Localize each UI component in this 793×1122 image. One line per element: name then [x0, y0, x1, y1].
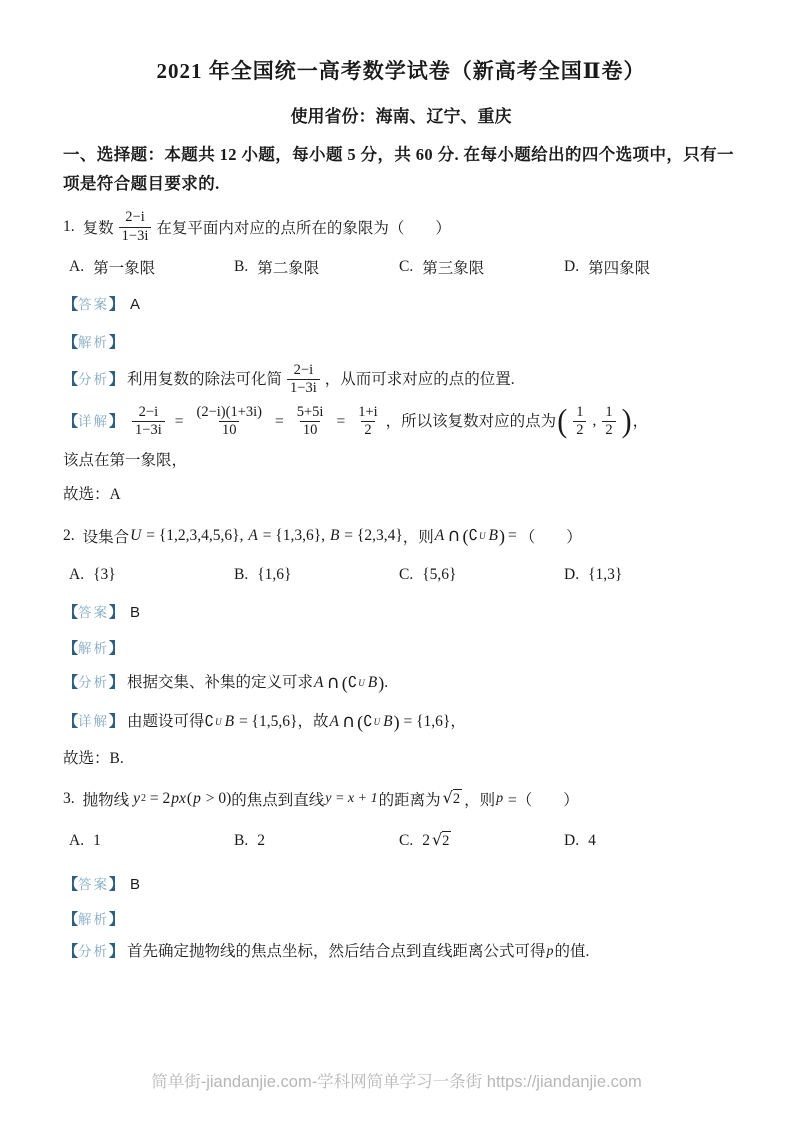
stem-text: = {2,3,4} — [340, 526, 403, 544]
label-text: 分析 — [78, 371, 110, 387]
analysis-text: 的值. — [554, 942, 590, 960]
option-text: {1,6} — [257, 565, 292, 583]
option-b — [234, 566, 399, 584]
math-var: B — [383, 712, 393, 730]
jiexi-line — [63, 909, 739, 931]
option-key: C. — [399, 831, 414, 849]
option-a — [69, 256, 234, 278]
document-content — [63, 58, 739, 963]
label-bracket: 【 — [63, 371, 79, 388]
label-bracket: 】 — [109, 640, 125, 657]
analysis-text: 根据交集、补集的定义可求 — [127, 673, 314, 691]
choose-line: 故选：B. — [63, 749, 124, 767]
option-d — [564, 566, 739, 584]
choose-line: 故选：A — [63, 485, 121, 503]
option-text: 2 — [422, 831, 430, 849]
exam-subtitle: 使用省份：海南、辽宁、重庆 — [290, 107, 512, 126]
stem-text: 抛物线 — [82, 791, 130, 809]
math-var: B — [329, 526, 340, 544]
option-d — [564, 256, 739, 278]
fraction-denominator: 1−3i — [119, 227, 152, 245]
intersection-icon: ∩ — [341, 710, 356, 732]
complement-subscript: U — [373, 716, 381, 727]
label-bracket: 】 — [109, 911, 125, 928]
option-text: 第四象限 — [588, 260, 651, 277]
math-fraction — [294, 404, 327, 440]
detail-text: ，所以该复数对应的点为 — [385, 412, 557, 430]
label-text: 详解 — [78, 413, 110, 429]
option-b — [234, 832, 399, 850]
equals-sign: = — [274, 412, 284, 430]
label-bracket: 】 — [109, 713, 125, 730]
fraction-denominator: 2 — [573, 421, 586, 439]
point-comma: , — [592, 411, 597, 429]
fraction-numerator: 1 — [605, 403, 613, 420]
sqrt-icon — [443, 789, 462, 808]
question-2-options — [69, 566, 739, 584]
stem-text: ，则 — [402, 528, 434, 546]
jiexi-line — [63, 332, 739, 354]
complement-subscript: U — [215, 716, 222, 727]
fraction-denominator: 2 — [361, 421, 374, 439]
equals-sign: = — [507, 526, 517, 544]
option-a — [69, 832, 234, 850]
complement-icon: ∁ — [468, 526, 478, 545]
fenxi-line — [63, 362, 739, 398]
fraction-denominator: 10 — [219, 421, 240, 439]
option-text: 2 — [257, 831, 265, 849]
paren-right: ) — [498, 525, 505, 546]
answer-letter: B — [130, 875, 141, 893]
math-text: ( — [186, 789, 193, 807]
option-key: A. — [69, 831, 85, 849]
xiangjie-label — [63, 411, 124, 433]
exam-title: 2021 年全国统一高考数学试卷（新高考全国Ⅱ卷） — [156, 59, 646, 83]
option-b — [234, 256, 399, 278]
fenxi-line — [63, 668, 739, 698]
option-key: A. — [69, 565, 85, 583]
answer-label — [63, 296, 124, 313]
equals-sign: = — [336, 412, 346, 430]
paren-right: ) — [393, 711, 400, 732]
label-bracket: 】 — [109, 371, 125, 388]
math-text: > 0) — [201, 789, 232, 807]
label-bracket: 】 — [109, 943, 125, 960]
math-var: B — [224, 712, 235, 730]
fraction-denominator: 2 — [602, 421, 615, 439]
math-text: = 2 — [146, 789, 171, 807]
math-var: A — [248, 526, 258, 544]
math-fraction — [355, 404, 380, 440]
analysis-text: ，从而可求对应的点的位置. — [324, 370, 515, 388]
label-text: 答案 — [78, 297, 110, 312]
answer-letter: A — [130, 296, 141, 313]
math-var: p — [546, 943, 554, 959]
radical-sign: √ — [431, 830, 443, 849]
answer-label — [63, 604, 124, 621]
label-bracket: 【 — [63, 943, 79, 960]
paren-left: ( — [462, 525, 469, 546]
option-text: 第一象限 — [93, 260, 156, 277]
math-var: B — [367, 673, 378, 691]
xiangjie-line — [63, 706, 739, 738]
label-bracket: 【 — [63, 640, 79, 657]
fraction-numerator: 1 — [576, 403, 584, 420]
answer-line — [63, 602, 739, 624]
label-text: 答案 — [78, 876, 110, 892]
stem-text: =（ ） — [504, 791, 579, 809]
math-var: A — [434, 526, 445, 544]
label-bracket: 【 — [63, 674, 79, 691]
option-text: 1 — [93, 831, 101, 849]
complement-icon: ∁ — [204, 712, 215, 731]
question-number: 1. — [63, 218, 75, 235]
label-text: 分析 — [78, 674, 110, 690]
fenxi-label — [63, 941, 124, 963]
option-key: D. — [564, 565, 580, 583]
label-bracket: 【 — [63, 297, 79, 313]
intersection-icon: ∩ — [326, 671, 340, 693]
question-number: 2. — [63, 526, 75, 544]
label-bracket: 【 — [63, 413, 79, 430]
stem-text: 的焦点到直线 — [231, 791, 325, 809]
complement-icon: ∁ — [363, 712, 373, 731]
radical-sign: √ — [442, 788, 453, 807]
fenxi-label — [63, 369, 124, 391]
math-var: U — [130, 526, 142, 544]
question-3-stem: 3. 抛物线 y 2 = 2 px ( p > 0) 的焦点到直线 y = x + 1 的距离为 √ 2 ，则 p =（ ） — [63, 788, 579, 809]
math-fraction — [194, 404, 265, 440]
detail-text: ，故 — [297, 712, 329, 730]
xiangjie-label — [63, 711, 124, 733]
math-fraction — [119, 209, 152, 245]
answer-line — [63, 874, 739, 896]
complement-subscript: U — [479, 530, 486, 541]
math-var: B — [488, 526, 498, 544]
question-number: 3. — [63, 789, 75, 807]
fraction-denominator: 1−3i — [287, 379, 320, 397]
sqrt-argument: 2 — [452, 791, 461, 807]
stem-text: = {1,2,3,4,5,6}, — [142, 526, 248, 544]
paren-left: ( — [341, 672, 348, 693]
option-key: D. — [564, 831, 580, 849]
option-key: A. — [69, 258, 85, 275]
option-c — [399, 566, 564, 584]
option-key: C. — [399, 258, 414, 275]
fraction-numerator: 1+i — [358, 403, 378, 420]
stem-text: 的距离为 — [378, 791, 441, 809]
stem-text: 复数 — [82, 220, 114, 237]
option-d — [564, 832, 739, 850]
label-bracket: 【 — [63, 876, 79, 893]
math-var: p — [496, 790, 504, 806]
analysis-text: 利用复数的除法可化简 — [127, 370, 283, 388]
label-bracket: 】 — [109, 604, 125, 621]
paren-left: ( — [357, 711, 364, 732]
option-text: {3} — [93, 565, 116, 583]
label-text: 详解 — [78, 713, 110, 729]
detail-text: ， — [450, 712, 466, 730]
section-instructions: 一、选择题：本题共 12 小题，每小题 5 分，共 60 分. 在每小题给出的四个选项中，只有一项是符合题目要求的. — [63, 145, 734, 193]
big-paren-right: ) — [621, 403, 632, 439]
fraction-denominator: 10 — [300, 421, 321, 439]
complement-subscript: U — [358, 677, 365, 688]
answer-letter: B — [130, 603, 141, 621]
analysis-text: 首先确定抛物线的焦点坐标，然后结合点到直线距离公式可得 — [127, 942, 546, 960]
question-3-options — [69, 824, 739, 858]
question-2-stem — [63, 522, 739, 550]
math-fraction — [602, 404, 615, 440]
stem-text: 在复平面内对应的点所在的象限为（ ） — [156, 220, 451, 237]
label-text: 解析 — [78, 640, 110, 656]
option-c — [399, 256, 564, 278]
math-var: A — [329, 712, 339, 730]
label-text: 答案 — [78, 604, 110, 620]
label-bracket: 】 — [109, 876, 125, 893]
option-text: 4 — [588, 831, 596, 849]
label-text: 解析 — [78, 911, 110, 927]
big-paren-left: ( — [557, 403, 568, 439]
fraction-numerator: (2−i)(1+3i) — [196, 403, 262, 420]
detail-text: 由题设可得 — [127, 712, 205, 730]
paren-right: ) — [378, 672, 385, 693]
label-bracket: 】 — [109, 413, 125, 430]
stem-text: ，则 — [464, 791, 496, 809]
option-key: B. — [234, 831, 249, 849]
math-fraction — [132, 404, 165, 440]
math-var: p — [193, 789, 201, 807]
question-1-options — [69, 256, 739, 278]
fraction-numerator: 5+5i — [296, 403, 324, 420]
complement-icon: ∁ — [347, 673, 358, 692]
fraction-numerator: 2−i — [293, 362, 314, 378]
math-fraction — [573, 404, 586, 440]
fenxi-label — [63, 672, 124, 694]
question-1-stem — [63, 202, 739, 252]
intersection-icon: ∩ — [447, 524, 461, 546]
option-key: B. — [234, 565, 249, 583]
fenxi-line — [63, 941, 739, 963]
answer-line — [63, 294, 739, 316]
math-line-equation: y = x + 1 — [325, 790, 378, 806]
label-bracket: 【 — [63, 335, 79, 351]
jiexi-label — [63, 334, 124, 351]
label-bracket: 【 — [63, 604, 79, 621]
option-text: {1,3} — [588, 565, 623, 583]
option-key: B. — [234, 258, 249, 275]
blank-parens: （ ） — [519, 528, 582, 546]
fraction-numerator: 2−i — [125, 209, 145, 226]
statement-line: 该点在第一象限， — [63, 451, 188, 469]
math-var: y — [133, 789, 141, 807]
fraction-denominator: 1−3i — [132, 421, 165, 439]
option-text: 第三象限 — [422, 260, 485, 277]
jiexi-label — [63, 911, 124, 928]
math-var: A — [314, 673, 324, 691]
option-a — [69, 566, 234, 584]
jiexi-label — [63, 640, 124, 657]
stem-text: = {1,3,6}, — [258, 526, 329, 544]
label-bracket: 】 — [109, 335, 125, 351]
label-bracket: 】 — [109, 674, 125, 691]
answer-label — [63, 876, 124, 893]
label-text: 解析 — [78, 335, 110, 350]
math-fraction — [287, 362, 320, 398]
xiangjie-line — [63, 404, 739, 440]
label-text: 分析 — [78, 943, 110, 959]
label-bracket: 【 — [63, 911, 79, 928]
option-c — [399, 831, 564, 850]
detail-text: = {1,6} — [399, 712, 451, 730]
option-key: C. — [399, 565, 414, 583]
option-key: D. — [564, 258, 580, 275]
jiexi-line — [63, 638, 739, 660]
equals-sign: = — [174, 412, 184, 430]
label-bracket: 】 — [109, 297, 125, 313]
detail-text: = {1,5,6} — [235, 712, 298, 730]
math-var: px — [171, 789, 186, 807]
detail-text: ， — [632, 412, 649, 430]
fraction-numerator: 2−i — [138, 403, 159, 420]
stem-text: 设集合 — [82, 528, 130, 546]
analysis-text: . — [384, 673, 389, 691]
option-text: 第二象限 — [257, 260, 320, 277]
sqrt-argument: 2 — [442, 833, 450, 849]
sqrt-icon — [432, 831, 451, 850]
label-bracket: 【 — [63, 713, 79, 730]
footer-watermark: 简单街-jiandanjie.com-学科网简单学习一条街 https://jiandanjie.com — [151, 1073, 642, 1091]
option-text: {5,6} — [422, 565, 457, 583]
